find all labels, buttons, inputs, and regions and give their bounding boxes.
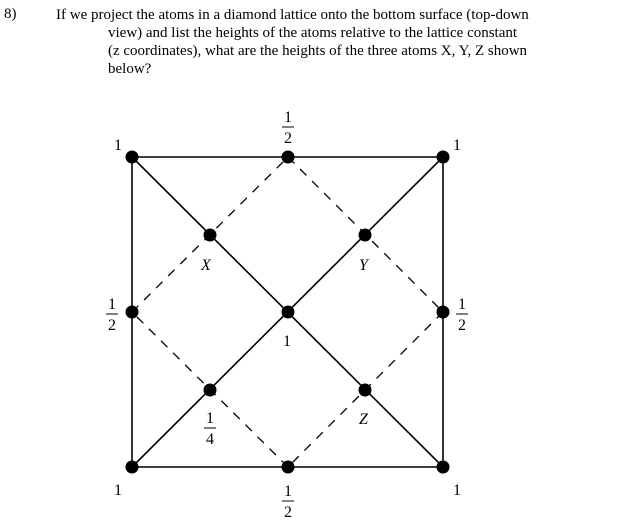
atom-face-right <box>437 306 450 319</box>
atom-y <box>359 229 372 242</box>
atom-center <box>282 306 295 319</box>
atom-corner-bl <box>126 461 139 474</box>
question-line-4: below? <box>108 61 152 77</box>
atom-corner-tl <box>126 151 139 164</box>
question-line-2: view) and list the heights of the atoms relative to the lattice constant <box>108 25 518 41</box>
fraction-quarter <box>204 410 216 448</box>
label-corner-tr: 1 <box>453 137 461 154</box>
fraction-top <box>282 109 294 147</box>
fraction-left-denominator: 2 <box>108 317 116 334</box>
atom-face-left <box>126 306 139 319</box>
atom-quarter <box>204 384 217 397</box>
fraction-bottom-denominator: 2 <box>284 504 292 521</box>
atom-face-bottom <box>282 461 295 474</box>
label-atom-x: X <box>201 257 211 274</box>
fraction-top-numerator: 1 <box>284 109 292 126</box>
fraction-quarter-numerator: 1 <box>206 410 214 427</box>
label-center: 1 <box>283 333 291 350</box>
fraction-right <box>456 296 468 334</box>
atom-face-top <box>282 151 295 164</box>
atom-corner-tr <box>437 151 450 164</box>
fraction-top-denominator: 2 <box>284 130 292 147</box>
fraction-right-numerator: 1 <box>458 296 466 313</box>
fraction-bottom <box>282 483 294 521</box>
label-corner-tl: 1 <box>114 137 122 154</box>
label-corner-bl: 1 <box>114 482 122 499</box>
fraction-left-numerator: 1 <box>108 296 116 313</box>
fraction-quarter-denominator: 4 <box>206 431 214 448</box>
label-atom-z: Z <box>359 411 368 428</box>
atom-x <box>204 229 217 242</box>
question-number: 8) <box>4 6 17 22</box>
label-atom-y: Y <box>359 257 368 274</box>
fraction-right-denominator: 2 <box>458 317 466 334</box>
fraction-bottom-numerator: 1 <box>284 483 292 500</box>
question-line-1: If we project the atoms in a diamond lattice onto the bottom surface (top-down <box>56 7 529 23</box>
label-corner-br: 1 <box>453 482 461 499</box>
atom-corner-br <box>437 461 450 474</box>
atom-z <box>359 384 372 397</box>
question-line-3: (z coordinates), what are the heights of the three atoms X, Y, Z shown <box>108 43 528 59</box>
fraction-left <box>106 296 118 334</box>
